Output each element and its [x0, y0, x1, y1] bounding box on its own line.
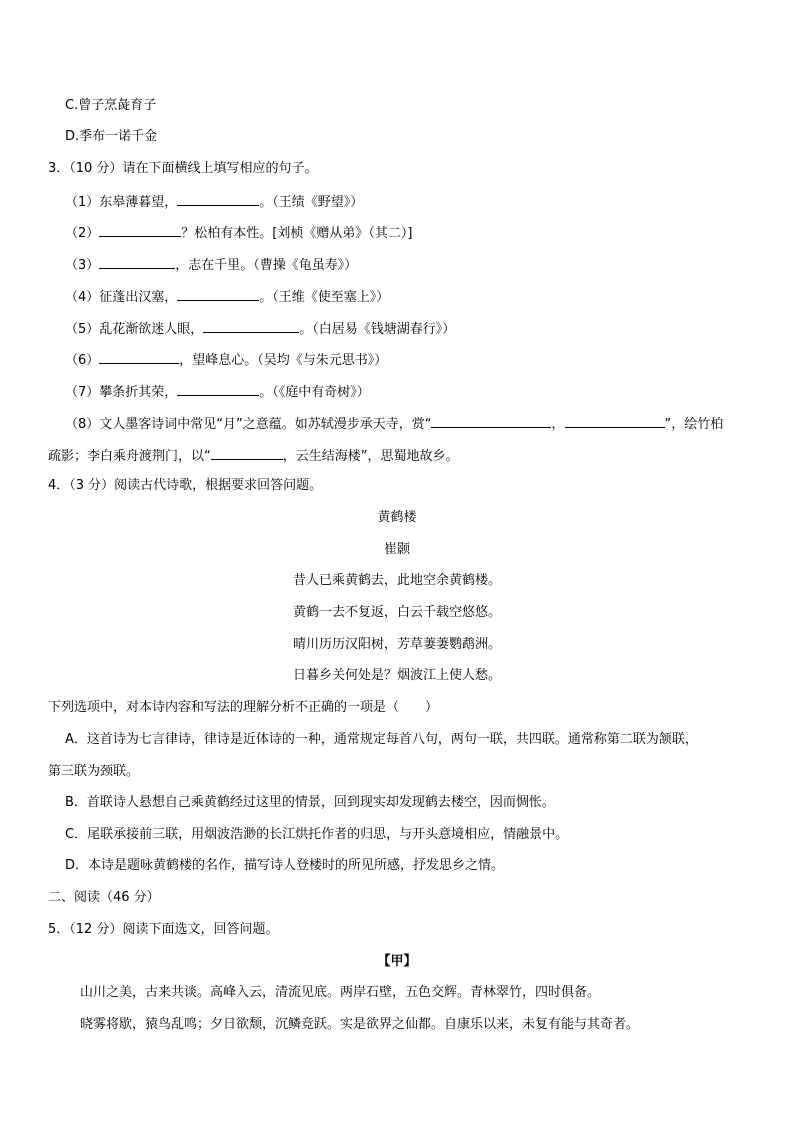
q3-item-8-text: 疏影；李白乘舟渡荆门，以“: [48, 449, 211, 464]
q3-item-6-source: ，望峰息心。（吴均《与朱元思书》）: [179, 353, 388, 368]
q3-item-8-text: ”，绘竹柏: [664, 417, 724, 432]
answer-blank[interactable]: [177, 383, 259, 396]
passage-paragraph: 晓雾将歇，猿鸟乱鸣；夕日欲颓，沉鳞竞跃。实是欲界之仙都。自康乐以来，未复有能与其奇者。: [80, 1017, 640, 1032]
q3-item-7: [65, 383, 370, 401]
answer-blank[interactable]: [211, 447, 283, 460]
q3-item-7-source: 。（《庭中有奇树》）: [259, 385, 370, 400]
option-d: D.季布一诺千金: [65, 129, 158, 144]
answer-blank[interactable]: [177, 193, 259, 206]
poem-line: 日暮乡关何处是？烟波江上使人愁。: [292, 668, 501, 683]
option-c: C.曾子烹彘育子: [65, 98, 157, 113]
q4-option-b: B．首联诗人悬想自己乘黄鹤经过这里的情景，回到现实却发现鹤去楼空，因而惆怅。: [65, 795, 555, 810]
q3-item-6-text: （6）: [65, 353, 100, 368]
q3-item-5-source: 。（白居易《钱塘湖春行》）: [299, 322, 456, 337]
answer-blank[interactable]: [431, 415, 551, 428]
q3-stem: 3．（10 分）请在下面横线上填写相应的句子。: [48, 161, 318, 176]
answer-blank[interactable]: [99, 224, 181, 237]
poem-line: 晴川历历汉阳树，芳草萋萋鹦鹉洲。: [292, 637, 501, 652]
passage-label: 【甲】: [377, 954, 417, 969]
answer-blank[interactable]: [203, 320, 299, 333]
poem-author: 崔颢: [383, 542, 410, 557]
q4-option-d: D．本诗是题咏黄鹤楼的名作，描写诗人登楼时的所见所感，抒发思乡之情。: [65, 858, 505, 873]
q3-item-1-text: （1）东皋薄暮望，: [65, 195, 178, 210]
q3-item-8-line-2: [48, 447, 459, 465]
q4-question: 下列选项中，对本诗内容和写法的理解分析不正确的一项是（ ）: [48, 700, 439, 715]
q3-item-7-text: （7）攀条折其荣，: [65, 385, 178, 400]
q3-item-6: [65, 351, 387, 369]
poem-line: 黄鹤一去不复返，白云千载空悠悠。: [292, 605, 501, 620]
q3-item-2: [65, 224, 412, 242]
poem-title: 黄鹤楼: [377, 510, 417, 525]
q3-item-1: [65, 193, 363, 211]
q3-item-4-source: 。（王维《使至塞上》）: [259, 290, 390, 305]
q3-item-5: [65, 320, 455, 338]
q3-item-3-source: ，志在千里。（曹操《龟虽寿》）: [175, 258, 358, 273]
q3-item-1-source: 。（王绩《野望》）: [259, 195, 364, 210]
q3-item-8-text: ，云生结海楼”，思蜀地故乡。: [282, 449, 459, 464]
poem-line: 昔人已乘黄鹤去，此地空余黄鹤楼。: [292, 573, 501, 588]
q4-stem: 4．（3 分）阅读古代诗歌，根据要求回答问题。: [48, 478, 323, 493]
q4-option-a-cont: 第三联为颈联。: [48, 764, 140, 779]
comma: ，: [551, 417, 565, 432]
passage-paragraph: 山川之美，古来共谈。高峰入云，清流见底。两岸石壁，五色交辉。青林翠竹，四时俱备。: [80, 985, 601, 1000]
section-heading: 二、阅读（46 分）: [48, 890, 160, 905]
q3-item-5-text: （5）乱花渐欲迷人眼，: [65, 322, 204, 337]
q5-stem: 5．（12 分）阅读下面选文，回答问题。: [48, 922, 279, 937]
answer-blank[interactable]: [177, 288, 259, 301]
q3-item-2-text: （2）: [65, 226, 100, 241]
q4-option-a: A．这首诗为七言律诗，律诗是近体诗的一种，通常规定每首八句，两句一联，共四联。通常称第二联为颔联，: [65, 732, 698, 747]
q4-option-c: C．尾联承接前三联，用烟波浩渺的长江烘托作者的归思，与开头意境相应，情融景中。: [65, 827, 569, 842]
q3-item-8-text: （8）文人墨客诗词中常见“月”之意蕴。如苏轼漫步承天寺，赏“: [65, 417, 432, 432]
q3-item-3-text: （3）: [65, 258, 100, 273]
answer-blank[interactable]: [99, 351, 179, 364]
answer-blank[interactable]: [99, 256, 175, 269]
q3-item-4-text: （4）征蓬出汉塞，: [65, 290, 178, 305]
q3-item-3: [65, 256, 357, 274]
q3-item-4: [65, 288, 389, 306]
answer-blank[interactable]: [565, 415, 665, 428]
q3-item-2-source: ？松柏有本性。[刘桢《赠从弟》（其二）]: [181, 226, 413, 241]
q3-item-8-line-1: [65, 415, 723, 433]
